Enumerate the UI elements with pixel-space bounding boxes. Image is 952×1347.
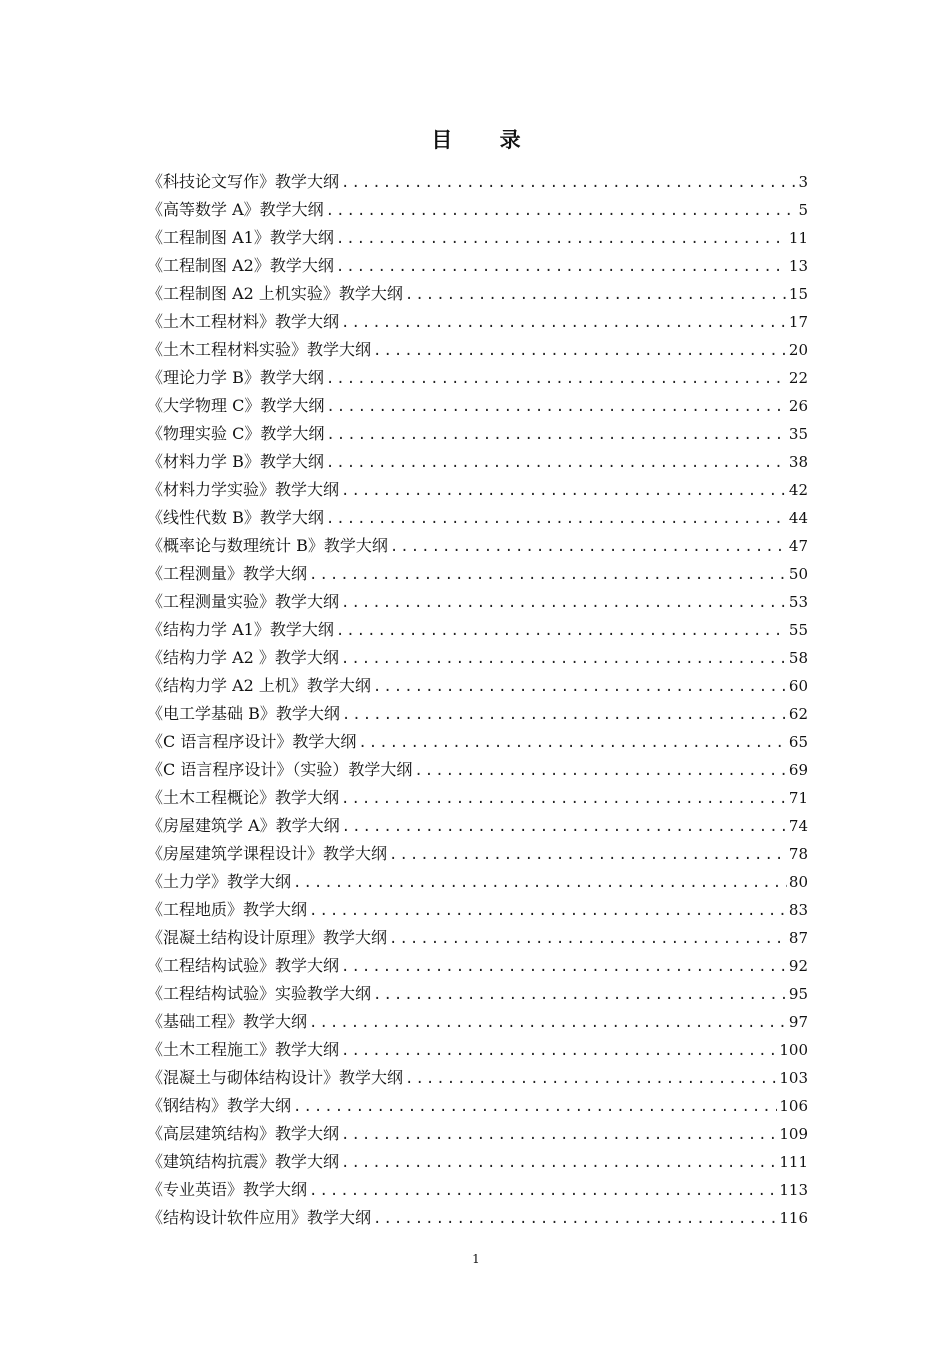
- toc-entry[interactable]: [147, 1204, 808, 1232]
- toc-entry-page: 17: [788, 313, 808, 331]
- toc-entry-title: 《土木工程材料实验》教学大纲: [147, 340, 372, 359]
- toc-entry[interactable]: [147, 532, 808, 560]
- toc-entry-page: 47: [788, 537, 808, 555]
- toc-entry[interactable]: [147, 196, 808, 224]
- toc-dot-leader: [309, 1177, 777, 1205]
- toc-entry-title: 《电工学基础 B》教学大纲: [147, 704, 340, 723]
- toc-entry-title: 《物理实验 C》教学大纲: [147, 424, 325, 443]
- toc-entry-page: 11: [788, 229, 808, 247]
- toc-entry[interactable]: [147, 308, 808, 336]
- toc-entry-page: 95: [788, 985, 808, 1003]
- toc-entry-title: 《工程结构试验》教学大纲: [147, 956, 340, 975]
- toc-entry-title: 《概率论与数理统计 B》教学大纲: [147, 536, 388, 555]
- toc-entry-page: 35: [788, 425, 808, 443]
- toc-dot-leader: [341, 169, 796, 197]
- toc-entry-title: 《建筑结构抗震》教学大纲: [147, 1152, 340, 1171]
- toc-entry-title: 《结构力学 A2 》教学大纲: [147, 648, 339, 667]
- toc-dot-leader: [373, 1205, 777, 1233]
- toc-dot-leader: [373, 981, 787, 1009]
- toc-entry-page: 106: [779, 1097, 808, 1115]
- toc-entry[interactable]: [147, 644, 808, 672]
- toc-entry-page: 103: [779, 1069, 808, 1087]
- toc-entry-title: 《土木工程材料》教学大纲: [147, 312, 340, 331]
- toc-entry-page: 13: [788, 257, 808, 275]
- toc-entry[interactable]: [147, 476, 808, 504]
- toc-entry[interactable]: [147, 392, 808, 420]
- toc-dot-leader: [341, 309, 787, 337]
- toc-entry-page: 55: [788, 621, 808, 639]
- toc-entry-title: 《工程地质》教学大纲: [147, 900, 308, 919]
- toc-entry-title: 《工程制图 A2》教学大纲: [147, 256, 334, 275]
- toc-dot-leader: [326, 421, 787, 449]
- toc-entry[interactable]: [147, 560, 808, 588]
- toc-entry-page: 78: [788, 845, 808, 863]
- toc-entry-title: 《大学物理 C》教学大纲: [147, 396, 325, 415]
- toc-entry[interactable]: [147, 504, 808, 532]
- toc-entry[interactable]: [147, 336, 808, 364]
- toc-entry[interactable]: [147, 952, 808, 980]
- toc-dot-leader: [326, 449, 787, 477]
- toc-entry[interactable]: [147, 756, 808, 784]
- page-title: 目 录: [431, 128, 541, 152]
- toc-entry[interactable]: [147, 728, 808, 756]
- toc-dot-leader: [336, 225, 787, 253]
- toc-entry[interactable]: [147, 700, 808, 728]
- toc-entry-page: 20: [788, 341, 808, 359]
- toc-dot-leader: [390, 533, 787, 561]
- toc-entry[interactable]: [147, 1036, 808, 1064]
- page-number: 1: [472, 1252, 480, 1266]
- toc-dot-leader: [414, 757, 787, 785]
- toc-entry-title: 《高层建筑结构》教学大纲: [147, 1124, 340, 1143]
- toc-dot-leader: [341, 953, 787, 981]
- toc-dot-leader: [341, 1037, 777, 1065]
- toc-entry[interactable]: [147, 784, 808, 812]
- toc-dot-leader: [326, 197, 797, 225]
- toc-entry-page: 42: [788, 481, 808, 499]
- toc-entry[interactable]: [147, 1120, 808, 1148]
- toc-entry-page: 111: [779, 1153, 808, 1171]
- toc-dot-leader: [341, 477, 787, 505]
- toc-dot-leader: [341, 1121, 777, 1149]
- toc-entry-title: 《高等数学 A》教学大纲: [147, 200, 324, 219]
- toc-entry-title: 《土木工程施工》教学大纲: [147, 1040, 340, 1059]
- toc-entry-title: 《房屋建筑学 A》教学大纲: [147, 816, 340, 835]
- toc-entry-page: 22: [788, 369, 808, 387]
- toc-dot-leader: [373, 673, 787, 701]
- toc-entry-title: 《C 语言程序设计》（实验）教学大纲: [147, 760, 413, 779]
- toc-entry-title: 《结构力学 A2 上机》教学大纲: [147, 676, 371, 695]
- toc-entry[interactable]: [147, 924, 808, 952]
- toc-entry-page: 26: [788, 397, 808, 415]
- toc-entry[interactable]: [147, 980, 808, 1008]
- toc-dot-leader: [405, 281, 787, 309]
- toc-dot-leader: [342, 701, 787, 729]
- toc-dot-leader: [389, 925, 787, 953]
- toc-dot-leader: [341, 785, 787, 813]
- toc-entry-title: 《材料力学实验》教学大纲: [147, 480, 340, 499]
- toc-dot-leader: [309, 561, 787, 589]
- toc-entry-title: 《土木工程概论》教学大纲: [147, 788, 340, 807]
- toc-entry-page: 58: [788, 649, 808, 667]
- toc-entry-page: 116: [779, 1209, 808, 1227]
- toc-entry[interactable]: [147, 896, 808, 924]
- toc-entry[interactable]: [147, 364, 808, 392]
- toc-entry-title: 《工程测量实验》教学大纲: [147, 592, 340, 611]
- toc-dot-leader: [405, 1065, 777, 1093]
- toc-dot-leader: [326, 365, 787, 393]
- toc-dot-leader: [309, 897, 787, 925]
- toc-entry-page: 53: [788, 593, 808, 611]
- table-of-contents: [147, 168, 808, 1232]
- toc-entry-page: 60: [788, 677, 808, 695]
- toc-entry-title: 《混凝土结构设计原理》教学大纲: [147, 928, 388, 947]
- toc-entry-page: 87: [788, 929, 808, 947]
- toc-entry-page: 80: [788, 873, 808, 891]
- toc-entry[interactable]: [147, 168, 808, 196]
- toc-entry-title: 《理论力学 B》教学大纲: [147, 368, 324, 387]
- toc-dot-leader: [309, 1009, 787, 1037]
- toc-dot-leader: [336, 617, 787, 645]
- toc-dot-leader: [341, 1149, 777, 1177]
- toc-entry-title: 《科技论文写作》教学大纲: [147, 172, 340, 191]
- toc-entry[interactable]: [147, 224, 808, 252]
- toc-entry-page: 44: [788, 509, 808, 527]
- toc-entry-title: 《混凝土与砌体结构设计》教学大纲: [147, 1068, 404, 1087]
- toc-entry-title: 《结构力学 A1》教学大纲: [147, 620, 334, 639]
- toc-entry-title: 《工程制图 A2 上机实验》教学大纲: [147, 284, 403, 303]
- toc-entry-page: 74: [788, 817, 808, 835]
- toc-dot-leader: [293, 869, 787, 897]
- toc-dot-leader: [293, 1093, 777, 1121]
- toc-entry-title: 《工程测量》教学大纲: [147, 564, 308, 583]
- toc-entry-page: 38: [788, 453, 808, 471]
- toc-entry-title: 《土力学》教学大纲: [147, 872, 292, 891]
- toc-entry-page: 113: [779, 1181, 808, 1199]
- toc-dot-leader: [358, 729, 787, 757]
- toc-entry-page: 5: [798, 201, 808, 219]
- toc-entry-title: 《专业英语》教学大纲: [147, 1180, 308, 1199]
- toc-entry-title: 《基础工程》教学大纲: [147, 1012, 308, 1031]
- toc-entry-page: 69: [788, 761, 808, 779]
- toc-entry-page: 71: [788, 789, 808, 807]
- toc-entry[interactable]: [147, 280, 808, 308]
- toc-entry[interactable]: [147, 1008, 808, 1036]
- toc-entry[interactable]: [147, 672, 808, 700]
- toc-entry[interactable]: [147, 1064, 808, 1092]
- toc-entry-page: 50: [788, 565, 808, 583]
- toc-entry[interactable]: [147, 616, 808, 644]
- toc-entry[interactable]: [147, 840, 808, 868]
- toc-entry-title: 《C 语言程序设计》教学大纲: [147, 732, 357, 751]
- toc-entry-page: 65: [788, 733, 808, 751]
- toc-entry-title: 《工程结构试验》实验教学大纲: [147, 984, 372, 1003]
- toc-entry[interactable]: [147, 1176, 808, 1204]
- toc-entry[interactable]: [147, 252, 808, 280]
- toc-entry[interactable]: [147, 1148, 808, 1176]
- toc-dot-leader: [341, 589, 787, 617]
- toc-dot-leader: [336, 253, 787, 281]
- toc-entry-page: 100: [779, 1041, 808, 1059]
- toc-entry-title: 《线性代数 B》教学大纲: [147, 508, 324, 527]
- toc-entry-page: 3: [798, 173, 808, 191]
- toc-entry[interactable]: [147, 448, 808, 476]
- toc-entry-title: 《结构设计软件应用》教学大纲: [147, 1208, 372, 1227]
- toc-dot-leader: [342, 813, 787, 841]
- toc-dot-leader: [373, 337, 787, 365]
- toc-dot-leader: [389, 841, 787, 869]
- toc-entry-title: 《材料力学 B》教学大纲: [147, 452, 324, 471]
- toc-entry-title: 《房屋建筑学课程设计》教学大纲: [147, 844, 388, 863]
- toc-entry-title: 《工程制图 A1》教学大纲: [147, 228, 334, 247]
- toc-entry[interactable]: [147, 868, 808, 896]
- toc-dot-leader: [326, 505, 787, 533]
- toc-entry-page: 62: [788, 705, 808, 723]
- toc-entry[interactable]: [147, 588, 808, 616]
- toc-entry-page: 83: [788, 901, 808, 919]
- toc-entry[interactable]: [147, 420, 808, 448]
- toc-entry-title: 《钢结构》教学大纲: [147, 1096, 292, 1115]
- toc-entry-page: 97: [788, 1013, 808, 1031]
- toc-entry-page: 15: [788, 285, 808, 303]
- toc-entry-page: 109: [779, 1125, 808, 1143]
- toc-dot-leader: [341, 645, 787, 673]
- toc-entry-page: 92: [788, 957, 808, 975]
- toc-entry[interactable]: [147, 1092, 808, 1120]
- toc-dot-leader: [326, 393, 787, 421]
- toc-entry[interactable]: [147, 812, 808, 840]
